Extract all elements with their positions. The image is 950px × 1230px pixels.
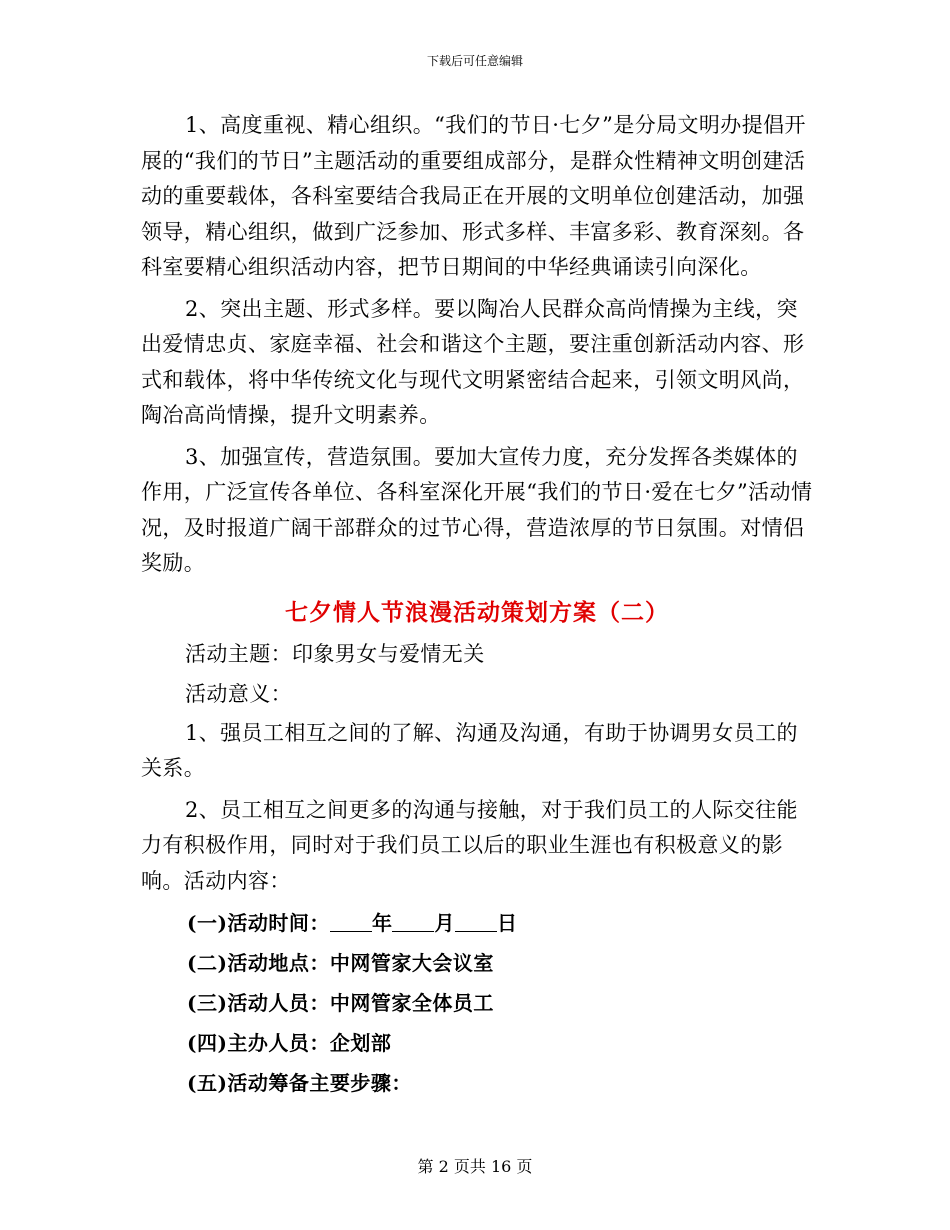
meaning-paragraph-1: 1、强员工相互之间的了解、沟通及沟通，有助于协调男女员工的关系。	[141, 720, 798, 780]
paragraph-3: 3、加强宣传，营造氛围。要加大宣传力度，充分发挥各类媒体的作用，广泛宣传各单位、各科室深化开展“我们的节日·爱在七夕”活动情况，及时报道广阔干部群众的过节心得，营造浓厚的节日氛围。对情侣奖励。	[141, 444, 813, 575]
page-footer: 第 2 页共 16 页	[417, 1157, 533, 1176]
activity-items	[141, 903, 813, 1103]
month-label: 月	[434, 911, 455, 935]
activity-time-item	[141, 903, 813, 943]
year-label: 年	[371, 911, 393, 935]
paragraph-2: 2、突出主题、形式多样。要以陶冶人民群众高尚情操为主线，突出爱情忠贞、家庭幸福、社会和谐这个主题，要注重创新活动内容、形式和载体，将中华传统文化与现代文明紧密结合起来，引领文明风尚，陶冶高尚情操，提升文明素养。	[141, 296, 805, 427]
theme-line: 活动主题：印象男女与爱情无关	[185, 641, 485, 666]
activity-place-item: (二)活动地点：中网管家大会议室	[187, 951, 494, 975]
meaning-label: 活动意义：	[185, 681, 292, 706]
day-label: 日	[496, 911, 518, 935]
day-blank	[455, 911, 497, 932]
activity-steps-item: (五)活动筹备主要步骤：	[187, 1071, 412, 1095]
page-header-note: 下载后可任意编辑	[426, 54, 523, 68]
activity-organizer-item: (四)主办人员：企划部	[187, 1031, 392, 1055]
year-blank	[330, 911, 372, 932]
activity-people-item: (三)活动人员：中网管家全体员工	[187, 991, 494, 1015]
month-blank	[392, 911, 434, 932]
section-title: 七夕情人节浪漫活动策划方案（二）	[285, 598, 669, 626]
paragraph-1: 1、高度重视、精心组织。“我们的节日·七夕”是分局文明办提倡开展的“我们的节日”主题活动的重要组成部分，是群众性精神文明创建活动的重要载体，各科室要结合我局正在开展的文明单位创建活动，加强领导，精心组织，做到广泛参加、形式多样、丰富多彩、教育深刻。各科室要精心组织活动内容，把节日期间的中华经典诵读引向深化。	[141, 113, 806, 279]
document-body	[141, 108, 813, 1103]
activity-time-label: (一)活动时间：	[187, 911, 330, 935]
meaning-paragraph-2: 2、员工相互之间更多的沟通与接触，对于我们员工的人际交往能力有积极作用，同时对于我们员工以后的职业生涯也有积极意义的影响。活动内容：	[141, 797, 798, 893]
